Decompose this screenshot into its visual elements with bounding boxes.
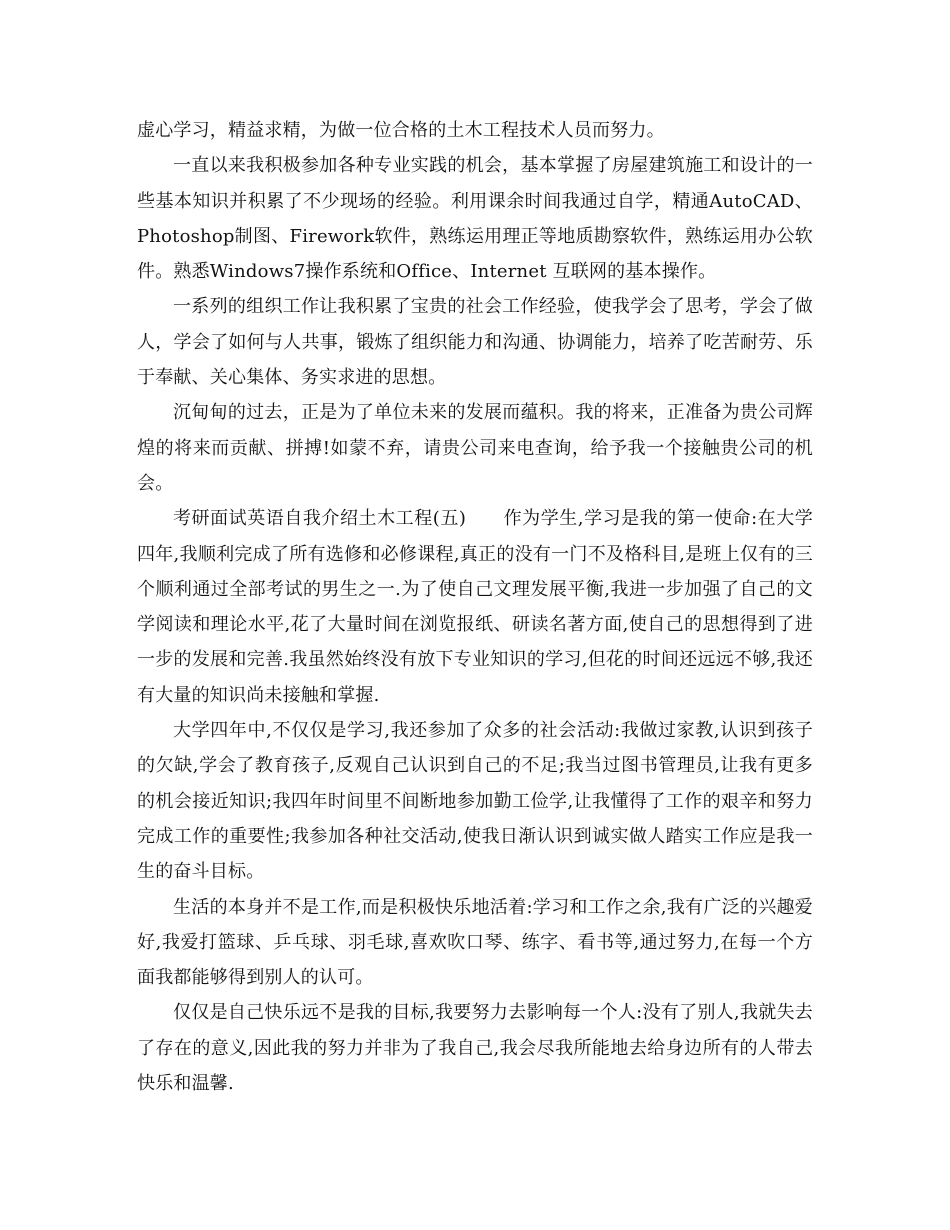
paragraph-continuation: 虚心学习，精益求精，为做一位合格的土木工程技术人员而努力。 [137, 120, 665, 141]
paragraph-activities: 大学四年中,不仅仅是学习,我还参加了众多的社会活动:我做过家教,认识到孩子的欠缺,学会了教育孩子,反观自己认识到自己的不足;我当过图书管理员,让我有更多的机会接近知识;我四年时间里不间断地参加勤工俭学,让我懂得了工作的艰辛和努力完成工作的重要性;我参加各种社交活动,使我日渐认识到诚实做人踏实工作应是我一生的奋斗目标。 [137, 720, 813, 883]
paragraph-goal: 仅仅是自己快乐远不是我的目标,我要努力去影响每一个人:没有了别人,我就失去了存在的意义,因此我的努力并非为了我自己,我会尽我所能地去给身边所有的人带去快乐和温馨. [137, 1002, 813, 1095]
paragraph-hobbies: 生活的本身并不是工作,而是积极快乐地活着:学习和工作之余,我有广泛的兴趣爱好,我爱打篮球、乒乓球、羽毛球,喜欢吹口琴、练字、看书等,通过努力,在每一个方面我都能够得到别人的认可。 [137, 896, 813, 989]
paragraph-skills: 一直以来我积极参加各种专业实践的机会，基本掌握了房屋建筑施工和设计的一些基本知识并积累了不少现场的经验。利用课余时间我通过自学，精通AutoCAD、Photoshop制图、Firework软件，熟练运用理正等地质勘察软件，熟练运用办公软件。熟悉Windows7操作系统和Office、Internet 互联网的基本操作。 [137, 155, 813, 283]
paragraph-organization: 一系列的组织工作让我积累了宝贵的社会工作经验，使我学会了思考，学会了做人，学会了如何与人共事，锻炼了组织能力和沟通、协调能力，培养了吃苦耐劳、乐于奉献、关心集体、务实求进的思想。 [137, 296, 813, 389]
paragraph-future: 沉甸甸的过去，正是为了单位未来的发展而蕴积。我的将来，正准备为贵公司辉煌的将来而贡献、拼搏!如蒙不弃，请贵公司来电查询，给予我一个接触贵公司的机会。 [137, 402, 813, 494]
document-body [137, 113, 813, 1101]
paragraph-study: 考研面试英语自我介绍土木工程(五) 作为学生,学习是我的第一使命:在大学四年,我顺利完成了所有选修和必修课程,真正的没有一门不及格科目,是班上仅有的三个顺利通过全部考试的男生之一.为了使自己文理发展平衡,我进一步加强了自己的文学阅读和理论水平,花了大量时间在浏览报纸、研读名著方面,使自己的思想得到了进一步的发展和完善.我虽然始终没有放下专业知识的学习,但花的时间还远远不够,我还有大量的知识尚未接触和掌握. [137, 508, 813, 706]
